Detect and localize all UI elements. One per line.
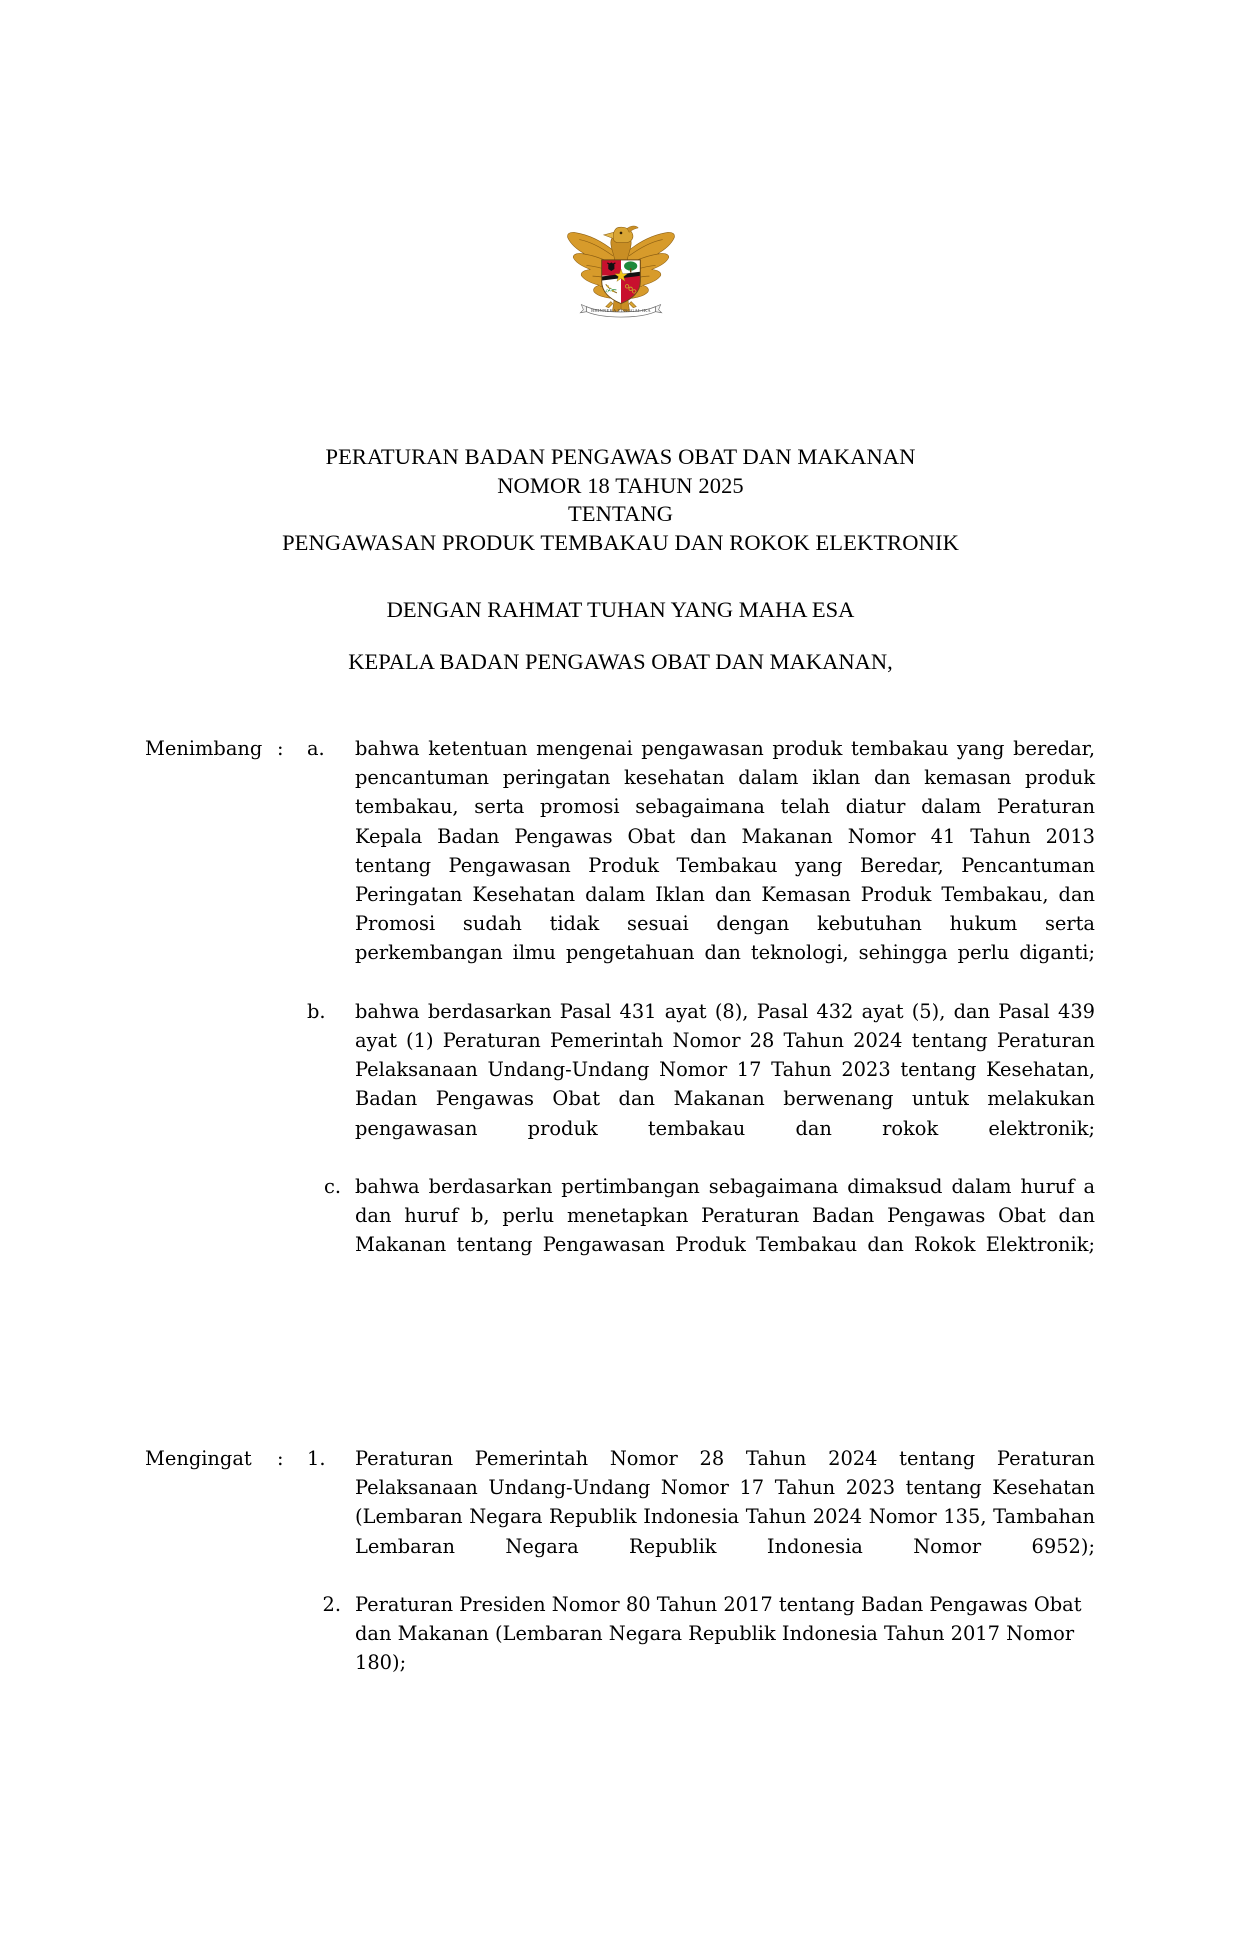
title-line-subject: PENGAWASAN PRODUK TEMBAKAU DAN ROKOK ELEKTRONIK (282, 529, 959, 555)
menimbang-marker-a: a. (307, 737, 325, 760)
svg-text:BHINNEKA TUNGGAL IKA: BHINNEKA TUNGGAL IKA (590, 308, 651, 314)
menimbang-text-b: bahwa berdasarkan Pasal 431 ayat (8), Pasal 432 ayat (5), dan Pasal 439 ayat (1) Peraturan Pemerintah Nomor 28 Tahun 2024 tentang Peraturan Pelaksanaan Undang-Undang Nomor 17 Tahun 2023 tentang Kesehatan, Badan Pengawas Obat dan Makanan berwenang untuk melakukan pengawasan produk tembakau dan rokok elektronik; (355, 999, 1095, 1140)
pancasila-shield (601, 260, 640, 305)
mengingat-item-2 (145, 1590, 1095, 1678)
title-line-regulation: PERATURAN BADAN PENGAWAS OBAT DAN MAKANAN (325, 444, 916, 469)
menimbang-label: Menimbang (145, 737, 263, 760)
garuda-pancasila-emblem (560, 212, 682, 324)
menimbang-item-b (145, 997, 1095, 1172)
menimbang-marker-c: c. (323, 1175, 341, 1199)
menimbang-section (145, 734, 1095, 1289)
mengingat-marker-2: 2. (322, 1593, 341, 1617)
menimbang-item-c (145, 1172, 1095, 1289)
mengingat-text-1: Peraturan Pemerintah Nomor 28 Tahun 2024 tentang Peraturan Pelaksanaan Undang-Undang Nomor 17 Tahun 2023 tentang Kesehatan (Lembaran Negara Republik Indonesia Tahun 2024 Nomor 135, Tambahan Lembaran Negara Republik Indonesia Nomor 6952); (355, 1447, 1095, 1558)
menimbang-item-a (145, 734, 1095, 997)
title-line-tentang: TENTANG (567, 501, 674, 526)
menimbang-colon: : (277, 737, 284, 760)
emblem-container (0, 212, 1241, 324)
authority-line: KEPALA BADAN PENGAWAS OBAT DAN MAKANAN, (348, 649, 893, 674)
menimbang-marker-b: b. (307, 999, 326, 1023)
mengingat-section (145, 1444, 1095, 1678)
mengingat-item-1 (145, 1444, 1095, 1590)
menimbang-text-c: bahwa berdasarkan pertimbangan sebagaimana dimaksud dalam huruf a dan huruf b, perlu menetapkan Peraturan Badan Pengawas Obat dan Makanan tentang Pengawasan Produk Tembakau dan Rokok Elektronik; (355, 1175, 1095, 1257)
mengingat-marker-1: 1. (307, 1447, 326, 1470)
mengingat-text-2: Peraturan Presiden Nomor 80 Tahun 2017 tentang Badan Pengawas Obat dan Makanan (Lembaran Negara Republik Indonesia Tahun 2017 Nomor 180); (355, 1593, 1082, 1675)
title-line-number: NOMOR 18 TAHUN 2025 (497, 472, 744, 498)
mengingat-colon: : (277, 1447, 284, 1470)
menimbang-text-a: bahwa ketentuan mengenai pengawasan produk tembakau yang beredar, pencantuman peringatan kesehatan dalam iklan dan kemasan produk tembakau, serta promosi sebagaimana telah diatur dalam Peraturan Kepala Badan Pengawas Obat dan Makanan Nomor 41 Tahun 2013 tentang Pengawasan Produk Tembakau yang Beredar, Pencantuman Peringatan Kesehatan dalam Iklan dan Kemasan Produk Tembakau, dan Promosi sudah tidak sesuai dengan kebutuhan hukum serta perkembangan ilmu pengetahuan dan teknologi, sehingga perlu diganti; (355, 737, 1095, 965)
document-title-block (0, 443, 1241, 557)
invocation-line: DENGAN RAHMAT TUHAN YANG MAHA ESA (386, 597, 855, 622)
mengingat-label: Mengingat (145, 1447, 252, 1470)
